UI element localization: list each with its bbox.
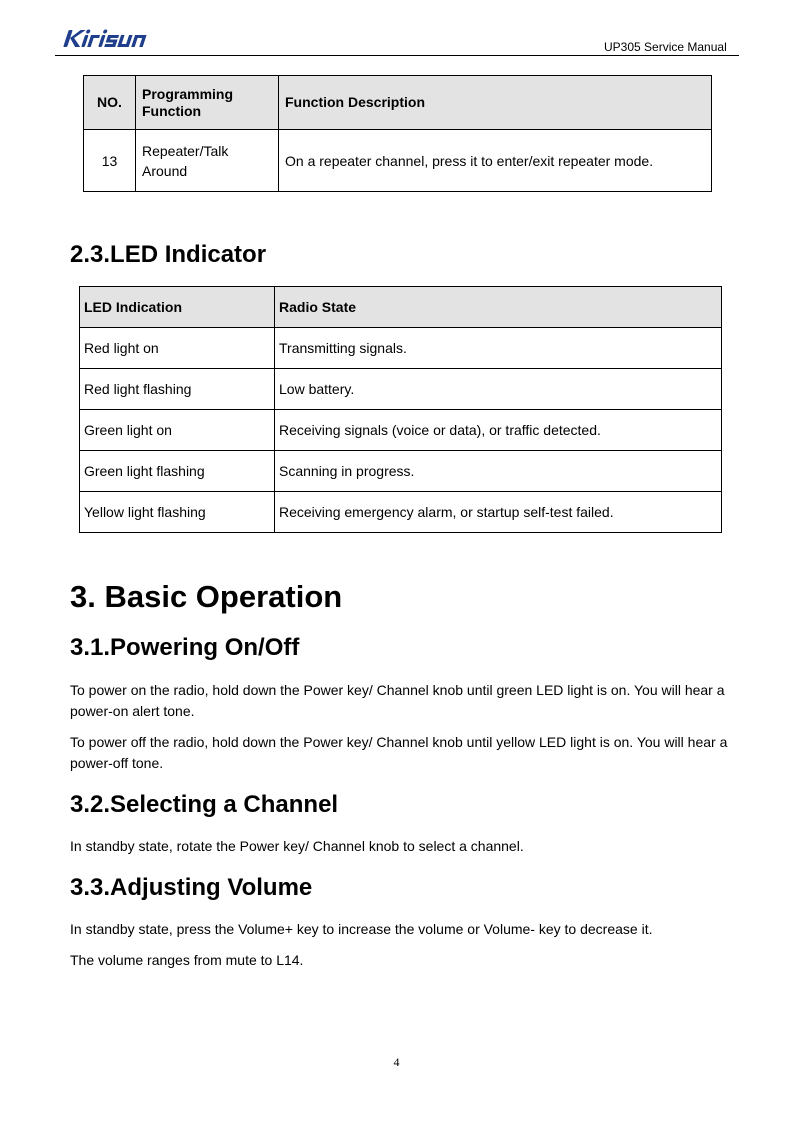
- header-function-description: Function Description: [279, 76, 712, 130]
- cell-led-indication: Red light on: [80, 328, 275, 369]
- paragraph-select-channel: In standby state, rotate the Power key/ Channel knob to select a channel.: [70, 838, 524, 854]
- cell-radio-state: Receiving emergency alarm, or startup self-test failed.: [275, 492, 722, 533]
- cell-led-indication: Red light flashing: [80, 369, 275, 410]
- cell-led-indication: Yellow light flashing: [80, 492, 275, 533]
- table-row: [80, 328, 722, 369]
- table-row: [80, 369, 722, 410]
- table-header-row: [80, 287, 722, 328]
- led-indicator-table: [79, 286, 722, 533]
- cell-programming-function: Repeater/Talk Around: [136, 130, 279, 192]
- heading-led-indicator: 2.3.LED Indicator: [70, 241, 267, 268]
- cell-function-description: On a repeater channel, press it to enter/exit repeater mode.: [279, 130, 712, 192]
- header-programming-function: Programming Function: [136, 76, 279, 130]
- header-led-indication: LED Indication: [80, 287, 275, 328]
- cell-led-indication: Green light flashing: [80, 451, 275, 492]
- cell-led-indication: Green light on: [80, 410, 275, 451]
- cell-radio-state: Scanning in progress.: [275, 451, 722, 492]
- paragraph-volume-range: The volume ranges from mute to L14.: [70, 952, 304, 968]
- header-no: NO.: [84, 76, 136, 130]
- paragraph-power-on: To power on the radio, hold down the Power key/ Channel knob until green LED light is on. You will hear a power-on alert tone.: [70, 682, 725, 719]
- paragraph-volume-keys: In standby state, press the Volume+ key to increase the volume or Volume- key to decrease it.: [70, 921, 653, 937]
- programming-function-table: [83, 75, 712, 192]
- table-header-row: [84, 76, 712, 130]
- table-row: [80, 410, 722, 451]
- table-row: [84, 130, 712, 192]
- heading-selecting-channel: 3.2.Selecting a Channel: [70, 791, 339, 818]
- heading-basic-operation: 3. Basic Operation: [70, 579, 343, 614]
- heading-adjusting-volume: 3.3.Adjusting Volume: [70, 874, 313, 901]
- header-title: UP305 Service Manual: [604, 40, 727, 54]
- table-row: [80, 451, 722, 492]
- header-rule: [55, 55, 739, 56]
- kirisun-logo: [60, 26, 156, 52]
- cell-radio-state: Low battery.: [275, 369, 722, 410]
- header-radio-state: Radio State: [275, 287, 722, 328]
- cell-radio-state: Transmitting signals.: [275, 328, 722, 369]
- page-number: 4: [393, 1055, 400, 1069]
- cell-no: 13: [84, 130, 136, 192]
- paragraph-power-off: To power off the radio, hold down the Power key/ Channel knob until yellow LED light is on. You will hear a power-off tone.: [70, 734, 728, 771]
- cell-radio-state: Receiving signals (voice or data), or traffic detected.: [275, 410, 722, 451]
- heading-powering-on-off: 3.1.Powering On/Off: [70, 634, 300, 661]
- table-row: [80, 492, 722, 533]
